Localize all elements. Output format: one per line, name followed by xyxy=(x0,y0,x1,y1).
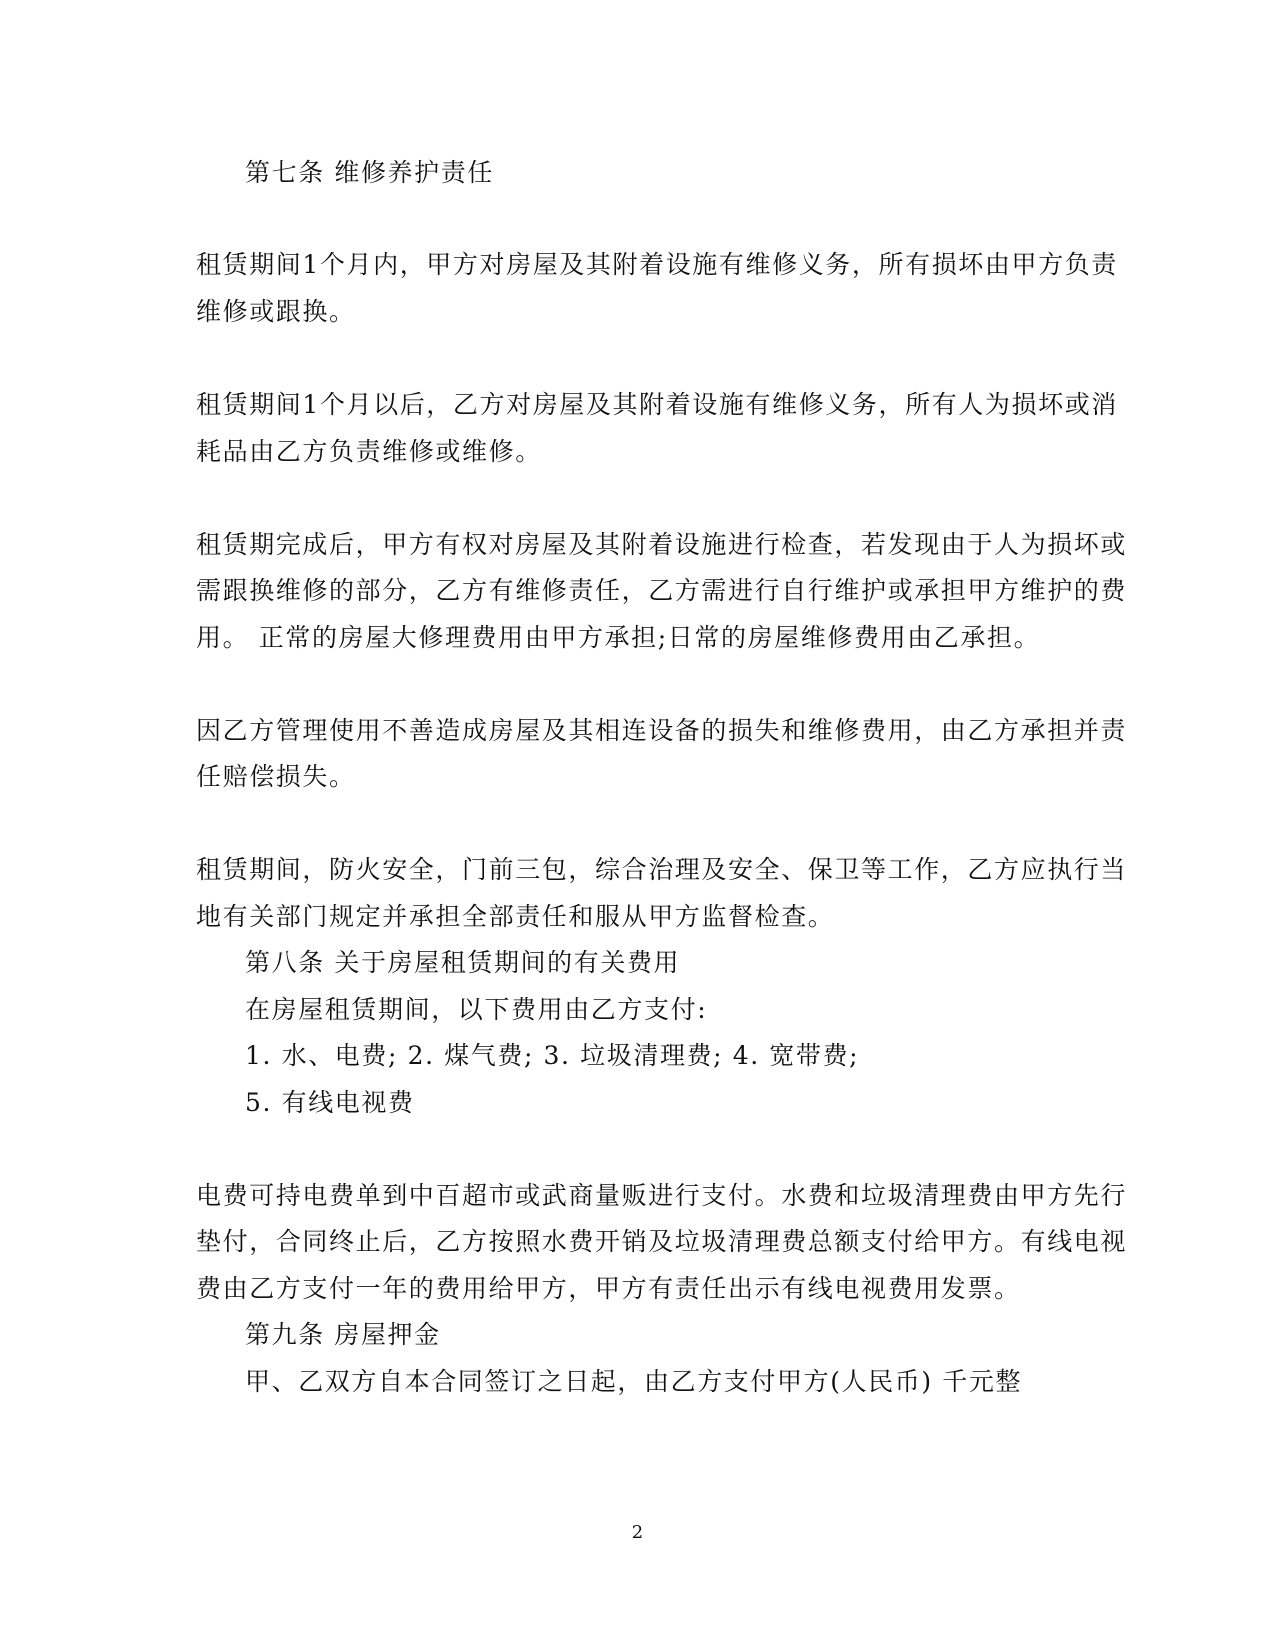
paragraph-line: 垫付，合同终止后，乙方按照水费开销及垃圾清理费总额支付给甲方。有线电视 xyxy=(196,1227,1128,1256)
fee-list-line: 5. 有线电视费 xyxy=(245,1088,415,1117)
paragraph-line: 租赁期间1个月内，甲方对房屋及其附着设施有维修义务，所有损坏由甲方负责 xyxy=(196,250,1118,279)
paragraph-line: 租赁期间，防火安全，门前三包，综合治理及安全、保卫等工作，乙方应执行当 xyxy=(196,855,1128,884)
paragraph-line: 租赁期完成后，甲方有权对房屋及其附着设施进行检查，若发现由于人为损坏或 xyxy=(196,530,1128,559)
paragraph-line: 在房屋租赁期间，以下费用由乙方支付: xyxy=(245,995,708,1024)
paragraph-line: 地有关部门规定并承担全部责任和服从甲方监督检查。 xyxy=(196,902,835,931)
article-9-heading: 第九条 房屋押金 xyxy=(245,1320,441,1349)
paragraph-line: 任赔偿损失。 xyxy=(196,762,356,791)
paragraph-line: 电费可持电费单到中百超市或武商量贩进行支付。水费和垃圾清理费由甲方先行 xyxy=(196,1181,1128,1210)
paragraph-line: 租赁期间1个月以后，乙方对房屋及其附着设施有维修义务，所有人为损坏或消 xyxy=(196,390,1118,419)
page-number: 2 xyxy=(631,1522,644,1543)
paragraph-line: 甲、乙双方自本合同签订之日起，由乙方支付甲方(人民币) 千元整 xyxy=(245,1367,1023,1396)
fee-list-line: 1. 水、电费; 2. 煤气费; 3. 垃圾清理费; 4. 宽带费; xyxy=(245,1041,860,1070)
article-7-heading: 第七条 维修养护责任 xyxy=(245,158,494,187)
paragraph-line: 维修或跟换。 xyxy=(196,297,356,326)
paragraph-line: 用。 正常的房屋大修理费用由甲方承担;日常的房屋维修费用由乙承担。 xyxy=(196,623,1041,652)
paragraph-line: 费由乙方支付一年的费用给甲方，甲方有责任出示有线电视费用发票。 xyxy=(196,1274,1021,1303)
paragraph-line: 因乙方管理使用不善造成房屋及其相连设备的损失和维修费用，由乙方承担并责 xyxy=(196,716,1128,745)
article-8-heading: 第八条 关于房屋租赁期间的有关费用 xyxy=(245,948,681,977)
paragraph-line: 耗品由乙方负责维修或维修。 xyxy=(196,437,542,466)
paragraph-line: 需跟换维修的部分，乙方有维修责任，乙方需进行自行维护或承担甲方维护的费 xyxy=(196,576,1128,605)
